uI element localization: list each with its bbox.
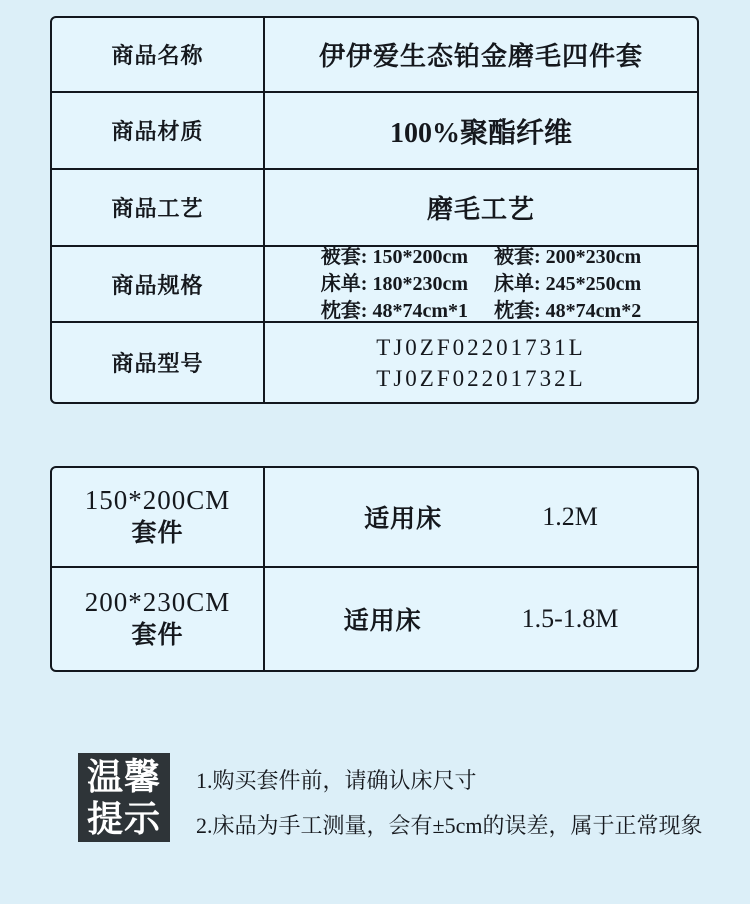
warm-tip-2: 2.床品为手工测量，会有±5cm的误差，属于正常现象: [196, 813, 703, 838]
warm-tip-1: 1.购买套件前，请确认床尺寸: [196, 768, 477, 793]
size-row-1-dimension: 150*200CM: [84, 485, 231, 515]
size-row-1-fit-value: 1.2M: [542, 502, 598, 531]
spec-row-material-value: 100%聚酯纤维: [389, 117, 572, 149]
size-row-2-value: [265, 568, 697, 670]
size-row-1-fit-label: 适用床: [364, 506, 443, 533]
spec-row-size-label: 商品规格: [52, 247, 265, 321]
spec-row-size: [52, 247, 697, 323]
size-row-1-value: [265, 468, 697, 566]
spec-row-name-value: 伊伊爱生态铂金磨毛四件套: [318, 42, 643, 71]
spec-row-model-label: 商品型号: [52, 323, 265, 402]
set2-duvet-cover: 被套: 200*230cm: [494, 245, 642, 268]
size-row-2-fit-label: 适用床: [343, 608, 422, 635]
warm-tips-badge-line1: 温馨: [86, 756, 161, 797]
size-row-2-dimension: 200*230CM: [84, 587, 231, 617]
model-number-2: TJ0ZF02201732L: [376, 365, 586, 391]
set1-pillowcase: 枕套: 48*74cm*1: [320, 299, 468, 322]
set1-duvet-cover: 被套: 150*200cm: [320, 245, 468, 268]
size-row-1-suffix: 套件: [131, 520, 184, 547]
warm-tips-badge: [78, 753, 170, 842]
spec-row-craft-value: 磨毛工艺: [426, 195, 535, 224]
spec-row-material: [52, 93, 697, 170]
set2-bed-sheet: 床单: 245*250cm: [494, 272, 642, 295]
spec-table: [50, 16, 699, 404]
spec-row-material-label: 商品材质: [52, 93, 265, 168]
spec-row-name: [52, 18, 697, 93]
spec-row-size-value: [265, 247, 697, 321]
spec-row-craft: [52, 170, 697, 247]
spec-row-model-value: [265, 323, 697, 402]
warm-tips-list: [196, 758, 702, 848]
spec-row-craft-label: 商品工艺: [52, 170, 265, 245]
size-row-2-label: [52, 568, 265, 670]
set2-pillowcase: 枕套: 48*74cm*2: [494, 299, 642, 322]
size-spec-grid: [321, 244, 641, 325]
size-row-2-fit-value: 1.5-1.8M: [521, 604, 619, 633]
size-spec-set2: [494, 244, 641, 325]
spec-row-name-label: 商品名称: [52, 18, 265, 91]
size-row-1-label: [52, 468, 265, 566]
size-table: [50, 466, 699, 672]
size-row-2: [52, 568, 697, 670]
model-number-1: TJ0ZF02201731L: [376, 334, 586, 360]
spec-row-model: [52, 323, 697, 402]
size-spec-set1: [321, 244, 468, 325]
set1-bed-sheet: 床单: 180*230cm: [320, 272, 468, 295]
size-row-1: [52, 468, 697, 568]
warm-tips-badge-line2: 提示: [86, 798, 161, 839]
size-row-2-suffix: 套件: [131, 622, 184, 649]
